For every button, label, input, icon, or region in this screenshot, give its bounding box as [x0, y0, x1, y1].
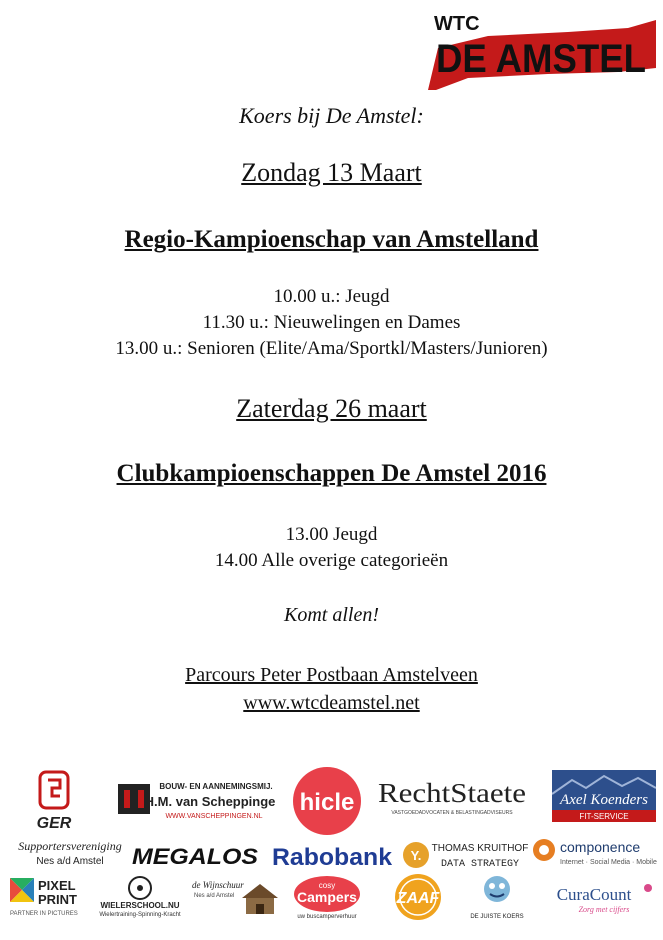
closing-text: Komt allen! — [284, 604, 379, 626]
intro-text: Koers bij De Amstel: — [239, 103, 424, 128]
pixel-sub: PARTNER IN PICTURES — [10, 911, 78, 917]
sponsor-hicle-logo — [292, 766, 362, 836]
schedule-item: 11.30 u.: Nieuwelingen en Dames — [202, 312, 461, 333]
event2-title: Clubkampioenschappen De Amstel 2016 — [116, 460, 547, 487]
sponsor-rabobank-logo — [270, 840, 394, 872]
location-text: Parcours Peter Postbaan Amstelveen — [185, 664, 478, 686]
sponsor-scheppingen-logo — [116, 778, 276, 824]
pixel-line2: PRINT — [38, 892, 77, 907]
sponsor-wielerschool-logo — [94, 874, 186, 918]
wtc-de-amstel-logo — [428, 8, 656, 90]
event2-schedule — [0, 522, 663, 574]
componence-name: componence — [560, 839, 641, 855]
schedule-item: 13.00 Jeugd — [285, 524, 378, 545]
rechtstaete-text: RechtStaete — [378, 778, 527, 808]
axel-name: Axel Koenders — [560, 792, 648, 808]
schedule-item: 13.00 u.: Senioren (Elite/Ama/Sportkl/Masters/Junioren) — [115, 338, 548, 359]
event1-title: Regio-Kampioenschap van Amstelland — [124, 226, 539, 253]
megalos-text: MEGALOS — [132, 844, 259, 869]
axel-sub: FIT-SERVICE — [579, 812, 629, 821]
campers-line2: Campers — [297, 889, 357, 905]
supporters-line1: Supportersvereniging — [18, 839, 122, 853]
campers-line1: cosy — [318, 881, 336, 890]
logo-wtc-text: WTC — [434, 13, 480, 35]
rabobank-text: Rabobank — [272, 844, 393, 871]
sponsor-ger-logo — [14, 770, 96, 832]
sponsor-megalos-logo — [130, 842, 260, 870]
thomas-name: THOMAS KRUITHOF — [431, 843, 529, 854]
sponsor-zaaf-logo — [384, 872, 452, 922]
thomas-sub: DATA STRATEGY — [440, 859, 520, 870]
scheppingen-line2: H.M. van Scheppingen — [144, 794, 276, 809]
wijnschuur-line2: Nes a/d Amstel — [194, 893, 235, 899]
logo-de-amstel-text: DE AMSTEL — [436, 37, 646, 81]
thomas-badge: Y. — [410, 848, 422, 863]
logo-graphic — [428, 8, 656, 90]
supporters-line2: Nes a/d Amstel — [36, 856, 104, 867]
sponsor-cosy-campers-logo — [292, 874, 362, 920]
schedule-item: 14.00 Alle overige categorieën — [214, 550, 449, 571]
juiste-text: DE JUISTE KOERS — [470, 914, 524, 920]
sponsor-ger-text: GER — [36, 815, 72, 832]
componence-sub: Internet · Social Media · Mobile — [560, 859, 657, 866]
schedule-item: 10.00 u.: Jeugd — [273, 286, 390, 307]
event1-schedule — [0, 284, 663, 362]
rechtstaete-sub: VASTGOEDADVOCATEN & BELASTINGADVISEURS — [391, 810, 513, 816]
event2-date: Zaterdag 26 maart — [236, 394, 427, 423]
sponsor-axel-koenders-logo — [552, 770, 656, 822]
scheppingen-line1: BOUW- EN AANNEMINGSMIJ. — [159, 782, 273, 791]
wijnschuur-line1: de Wijnschuur — [192, 880, 244, 890]
sponsor-de-juiste-koers-logo — [462, 872, 532, 922]
sponsor-thomas-kruithof-logo — [402, 838, 530, 872]
pixel-line1: PIXEL — [38, 878, 76, 893]
sponsor-rechtstaete-logo — [376, 774, 528, 818]
campers-sub: uw buscamperverhuur — [297, 914, 357, 920]
hicle-text: hicle — [299, 789, 355, 816]
sponsor-curacount-logo — [534, 880, 658, 916]
sponsor-wijnschuur-logo — [190, 876, 282, 916]
zaaf-text: ZAAF — [396, 890, 440, 907]
event1-date: Zondag 13 Maart — [241, 158, 422, 187]
wielerschool-sub: Wielertraining-Spinning-Kracht — [99, 912, 181, 918]
scheppingen-line3: WWW.VANSCHEPPINGEN.NL — [165, 813, 263, 820]
sponsor-supporters-logo — [12, 838, 130, 868]
sponsor-pixel-print-logo — [8, 876, 88, 918]
curacount-sub: Zorg met cijfers — [578, 905, 630, 914]
website-link[interactable]: www.wtcdeamstel.net — [243, 692, 420, 714]
sponsor-componence-logo — [532, 836, 658, 870]
curacount-name: CuraCount — [556, 885, 632, 904]
wielerschool-name: WIELERSCHOOL.NU — [100, 901, 180, 910]
